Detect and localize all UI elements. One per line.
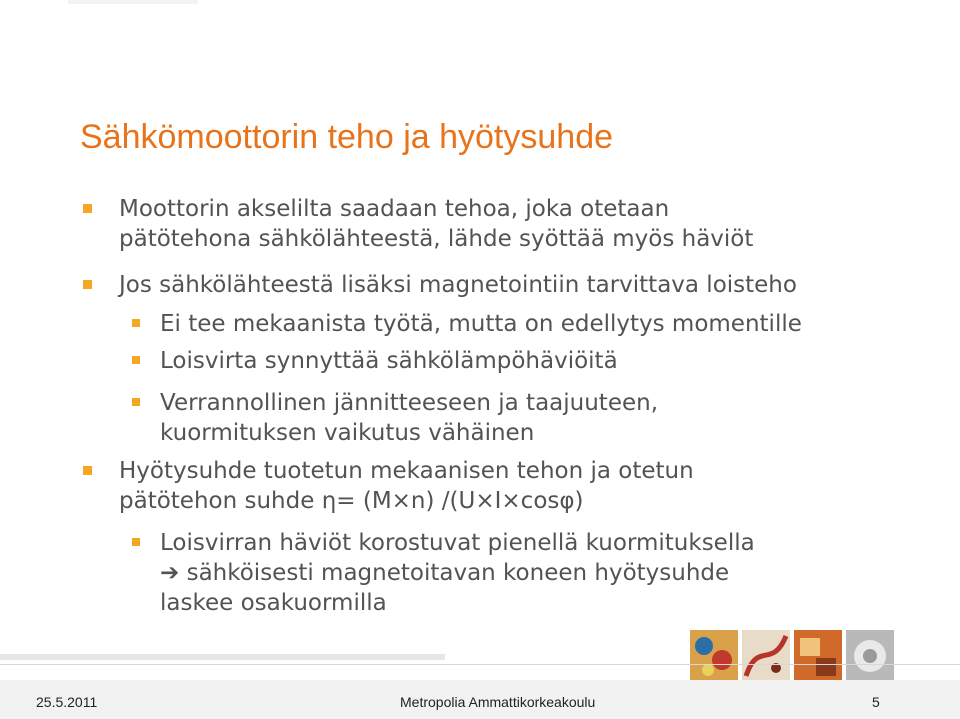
top-accent [68, 0, 198, 4]
bullet-line: Loisvirta synnyttää sähkölämpöhäviöitä [160, 348, 618, 374]
bullet-line: Hyötysuhde tuotetun mekaanisen tehon ja otetun [119, 458, 694, 484]
decorative-art-tile [794, 630, 842, 682]
bullet-square-icon [132, 398, 140, 406]
bullet-square-icon [132, 538, 140, 546]
bullet-line: pätötehona sähkölähteestä, lähde syöttää myös häviöt [119, 226, 754, 252]
slide-title: Sähkömoottorin teho ja hyötysuhde [80, 118, 614, 156]
bullet-square-icon [83, 204, 92, 213]
bullet-line: Jos sähkölähteestä lisäksi magnetointiin tarvittava loisteho [119, 272, 797, 298]
bullet-line: ➔ sähköisesti magnetoitavan koneen hyötysuhde [160, 560, 730, 586]
bullet-line: Loisvirran häviöt korostuvat pienellä kuormituksella [160, 530, 755, 556]
page-number: 5 [872, 694, 880, 710]
bullet-line: laskee osakuormilla [160, 590, 387, 616]
bullet-square-icon [83, 280, 92, 289]
footer-rule [0, 654, 445, 660]
bullet-line: kuormituksen vaikutus vähäinen [160, 420, 535, 446]
bullet-square-icon [83, 466, 92, 475]
bullet-square-icon [132, 319, 140, 327]
decorative-art-tile [742, 630, 790, 682]
footer-divider [0, 664, 960, 665]
bullet-line: pätötehon suhde η= (M×n) /(U×I×cosφ) [119, 488, 584, 514]
bullet-line: Moottorin akselilta saadaan tehoa, joka otetaan [119, 196, 670, 222]
footer-date: 25.5.2011 [36, 694, 98, 710]
footer-organization: Metropolia Ammattikorkeakoulu [400, 694, 596, 710]
bullet-line: Verrannollinen jännitteeseen ja taajuuteen, [160, 390, 659, 416]
decorative-art-tile [690, 630, 738, 682]
bullet-square-icon [132, 356, 140, 364]
decorative-art-tile [846, 630, 894, 682]
bullet-line: Ei tee mekaanista työtä, mutta on edellytys momentille [160, 311, 802, 337]
